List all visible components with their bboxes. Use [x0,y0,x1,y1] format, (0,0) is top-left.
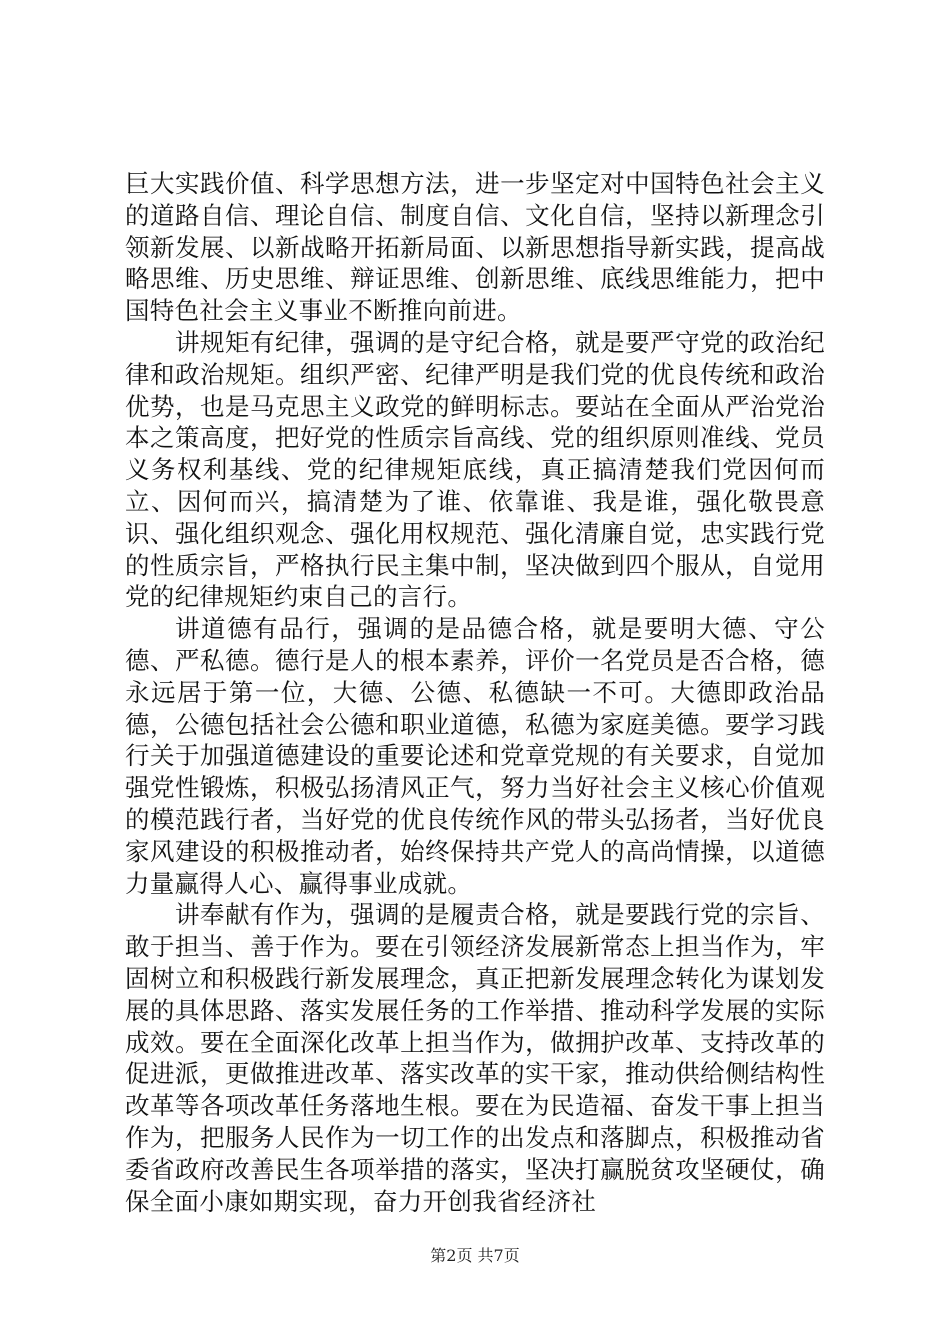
document-body [125,168,825,1217]
paragraph-1: 巨大实践价值、科学思想方法，进一步坚定对中国特色社会主义的道路自信、理论自信、制度自信、文化自信，坚持以新理念引领新发展、以新战略开拓新局面、以新思想指导新实践，提高战略思维、历史思维、辩证思维、创新思维、底线思维能力，把中国特色社会主义事业不断推向前进。 [125,169,825,326]
page-number-footer: 第2页 共7页 [430,1246,520,1265]
paragraph-2: 讲规矩有纪律，强调的是守纪合格，就是要严守党的政治纪律和政治规矩。组织严密、纪律严明是我们党的优良传统和政治优势，也是马克思主义政党的鲜明标志。要站在全面从严治党治本之策高度，把好党的性质宗旨高线、党的组织原则准线、党员义务权利基线、党的纪律规矩底线，真正搞清楚我们党因何而立、因何而兴，搞清楚为了谁、依靠谁、我是谁，强化敬畏意识、强化组织观念、强化用权规范、强化清廉自觉，忠实践行党的性质宗旨，严格执行民主集中制，坚决做到四个服从，自觉用党的纪律规矩约束自己的言行。 [125,327,825,612]
paragraph-4: 讲奉献有作为，强调的是履责合格，就是要践行党的宗旨、敢于担当、善于作为。要在引领经济发展新常态上担当作为，牢固树立和积极践行新发展理念，真正把新发展理念转化为谋划发展的具体思路、落实发展任务的工作举措、推动科学发展的实际成效。要在全面深化改革上担当作为，做拥护改革、支持改革的促进派，更做推进改革、落实改革的实干家，推动供给侧结构性改革等各项改革任务落地生根。要在为民造福、奋发干事上担当作为，把服务人民作为一切工作的出发点和落脚点，积极推动省委省政府改善民生各项举措的落实，坚决打赢脱贫攻坚硬仗，确保全面小康如期实现，奋力开创我省经济社 [125,900,825,1216]
paragraph-3: 讲道德有品行，强调的是品德合格，就是要明大德、守公德、严私德。德行是人的根本素养，评价一名党员是否合格，德永远居于第一位，大德、公德、私德缺一不可。大德即政治品德，公德包括社会公德和职业道德，私德为家庭美德。要学习践行关于加强道德建设的重要论述和党章党规的有关要求，自觉加强党性锻炼，积极弘扬清风正气，努力当好社会主义核心价值观的模范践行者，当好党的优良传统作风的带头弘扬者，当好优良家风建设的积极推动者，始终保持共产党人的高尚情操，以道德力量赢得人心、赢得事业成就。 [125,614,825,898]
